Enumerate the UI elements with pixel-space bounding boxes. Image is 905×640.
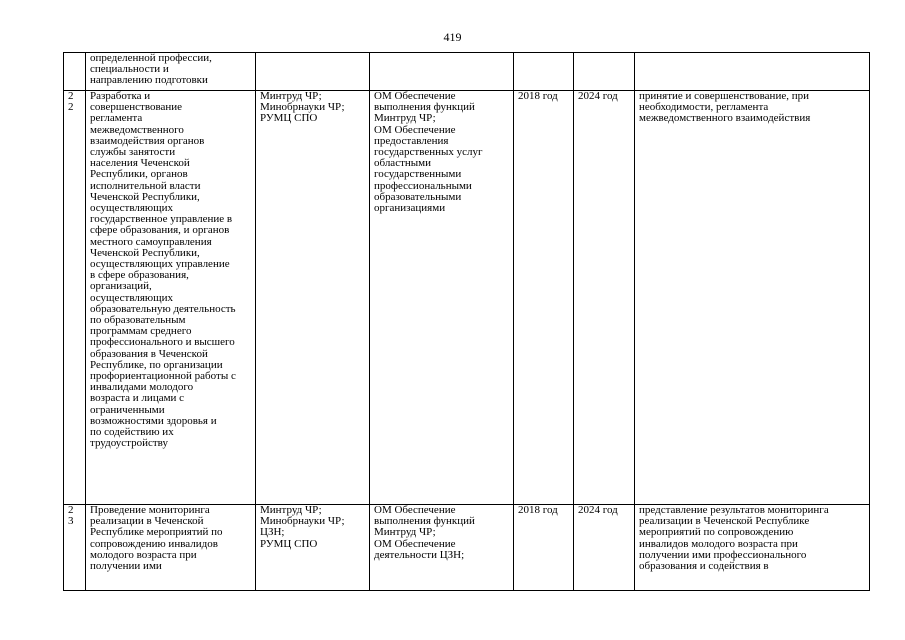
activity-name-cell-line: реализации в Чеченской [90, 515, 204, 528]
funding-source-cell-line: образовательными [374, 190, 462, 203]
executors-cell-line: Минобрнауки ЧР; [260, 101, 345, 114]
executors-cell [256, 505, 370, 591]
funding-source-cell-line: областными [374, 157, 432, 170]
expected-result-cell-line: мероприятий по сопровождению [639, 526, 794, 539]
row-number-cell [64, 505, 86, 591]
end-date-cell [574, 505, 635, 591]
expected-result-cell-line: межведомственного взаимодействия [639, 112, 811, 125]
funding-source-cell-line: выполнения функций [374, 101, 475, 114]
expected-result-cell-line: принятие и совершенствование, при [639, 90, 809, 102]
activity-name-cell-line: профессионального и высшего [90, 336, 235, 349]
activity-name-cell-line: осуществляющих управление [90, 258, 230, 271]
funding-source-cell-line: ОМ Обеспечение [374, 537, 456, 550]
activity-name-cell-line: службы занятости [90, 146, 176, 159]
activity-name-cell [86, 91, 256, 505]
activity-name-cell-line: определенной профессии, [90, 52, 212, 64]
funding-source-cell-line: организациями [374, 202, 446, 215]
funding-source-cell [370, 53, 514, 91]
activity-name-cell-line: совершенствование [90, 101, 183, 114]
executors-cell-line: Минобрнауки ЧР; [260, 515, 345, 528]
activity-name-cell-line: взаимодействия органов [90, 134, 205, 147]
activity-name-cell-line: межведомственного [90, 123, 184, 136]
expected-result-cell [635, 53, 870, 91]
funding-source-cell-line: предоставления [374, 134, 449, 147]
expected-result-cell [635, 91, 870, 505]
row-number-cell-line: 2 [68, 101, 74, 114]
start-date-cell-text: 2018 год [518, 90, 558, 102]
executors-cell-line: Минтруд ЧР; [260, 90, 322, 102]
activity-name-cell-line: программам среднего [90, 325, 192, 338]
expected-result-cell [635, 505, 870, 591]
activity-name-cell-line: возраста и лицами с [90, 392, 185, 405]
funding-source-cell-line: ОМ Обеспечение [374, 123, 456, 136]
activity-name-cell-line: Республике мероприятий по [90, 526, 223, 539]
activity-name-cell-line: специальности и [90, 63, 169, 76]
funding-source-cell-line: деятельности ЦЗН; [374, 548, 465, 561]
row-number-cell-line: 2 [68, 505, 74, 516]
activity-name-cell-line: Чеченской Республики, [90, 246, 200, 259]
activity-name-cell-line: молодого возраста при [90, 548, 197, 561]
activity-name-cell-line: Чеченской Республики, [90, 190, 200, 203]
executors-cell [256, 91, 370, 505]
activity-name-cell-line: Разработка и [90, 90, 151, 102]
activity-name-cell-line: инвалидами молодого [90, 381, 194, 394]
end-date-cell-text: 2024 год [578, 505, 618, 516]
funding-source-cell-line: Минтруд ЧР; [374, 526, 436, 539]
table-row [64, 91, 870, 505]
row-number-cell-line: 2 [68, 90, 74, 102]
expected-result-cell-line: необходимости, регламента [639, 101, 769, 114]
row-number-cell-line: 3 [68, 515, 74, 528]
table-row [64, 505, 870, 591]
activity-name-cell-line: по образовательным [90, 314, 186, 327]
activity-name-cell [86, 53, 256, 91]
start-date-cell [514, 91, 574, 505]
activity-name-cell-line: профориентационной работы с [90, 370, 236, 383]
activity-name-cell-line: осуществляющих [90, 291, 173, 304]
expected-result-cell-line: инвалидов молодого возраста при [639, 537, 798, 550]
funding-source-cell-line: государственных услуг [374, 146, 483, 159]
table-body [64, 53, 870, 591]
activity-name-cell-line: по содействию их [90, 426, 174, 439]
expected-result-cell-line: представление результатов мониторинга [639, 505, 829, 516]
activity-name-cell-line: Республики, органов [90, 168, 188, 181]
activity-name-cell-line: Проведение мониторинга [90, 505, 210, 516]
activity-name-cell-line: сфере образования, и органов [90, 224, 230, 237]
activity-name-cell-line: сопровождению инвалидов [90, 537, 218, 550]
end-date-cell-text: 2024 год [578, 90, 618, 102]
executors-cell [256, 53, 370, 91]
expected-result-cell-line: образования и содействия в [639, 560, 769, 573]
activity-plan-table [63, 52, 870, 591]
activity-name-cell-line: организаций, [90, 280, 152, 293]
activity-name-cell-line: ограниченными [90, 403, 165, 416]
executors-cell-line: РУМЦ СПО [260, 112, 318, 125]
expected-result-cell-line: получении ими профессионального [639, 548, 807, 561]
activity-name-cell-line: осуществляющих [90, 202, 173, 215]
start-date-cell [514, 53, 574, 91]
table-row [64, 53, 870, 91]
end-date-cell [574, 91, 635, 505]
activity-name-cell [86, 505, 256, 591]
funding-source-cell-line: государственными [374, 168, 462, 181]
start-date-cell [514, 505, 574, 591]
activity-name-cell-line: в сфере образования, [90, 269, 189, 282]
activity-name-cell-line: государственное управление в [90, 213, 233, 226]
executors-cell-line: РУМЦ СПО [260, 537, 318, 550]
activity-name-cell-line: образования в Чеченской [90, 347, 208, 360]
page-number: 419 [443, 30, 462, 44]
funding-source-cell-line: выполнения функций [374, 515, 475, 528]
start-date-cell-text: 2018 год [518, 505, 558, 516]
row-number-cell [64, 91, 86, 505]
activity-name-cell-line: трудоустройству [90, 437, 168, 450]
activity-name-cell-line: возможностями здоровья и [90, 414, 217, 427]
row-number-cell [64, 53, 86, 91]
expected-result-cell-line: реализации в Чеченской Республике [639, 515, 810, 528]
funding-source-cell-line: ОМ Обеспечение [374, 90, 456, 102]
executors-cell-line: ЦЗН; [260, 526, 285, 539]
funding-source-cell-line: Минтруд ЧР; [374, 112, 436, 125]
activity-name-cell-line: местного самоуправления [90, 235, 212, 248]
activity-name-cell-line: населения Чеченской [90, 157, 190, 170]
end-date-cell [574, 53, 635, 91]
funding-source-cell-line: профессиональными [374, 179, 472, 192]
activity-name-cell-line: получении ими [90, 560, 162, 573]
activity-name-cell-line: направлению подготовки [90, 74, 208, 87]
executors-cell-line: Минтруд ЧР; [260, 505, 322, 516]
funding-source-cell-line: ОМ Обеспечение [374, 505, 456, 516]
activity-name-cell-line: образовательную деятельность [90, 302, 236, 315]
funding-source-cell [370, 91, 514, 505]
activity-name-cell-line: Республике, по организации [90, 358, 223, 371]
funding-source-cell [370, 505, 514, 591]
activity-name-cell-line: регламента [90, 112, 143, 125]
activity-name-cell-line: исполнительной власти [90, 179, 201, 192]
